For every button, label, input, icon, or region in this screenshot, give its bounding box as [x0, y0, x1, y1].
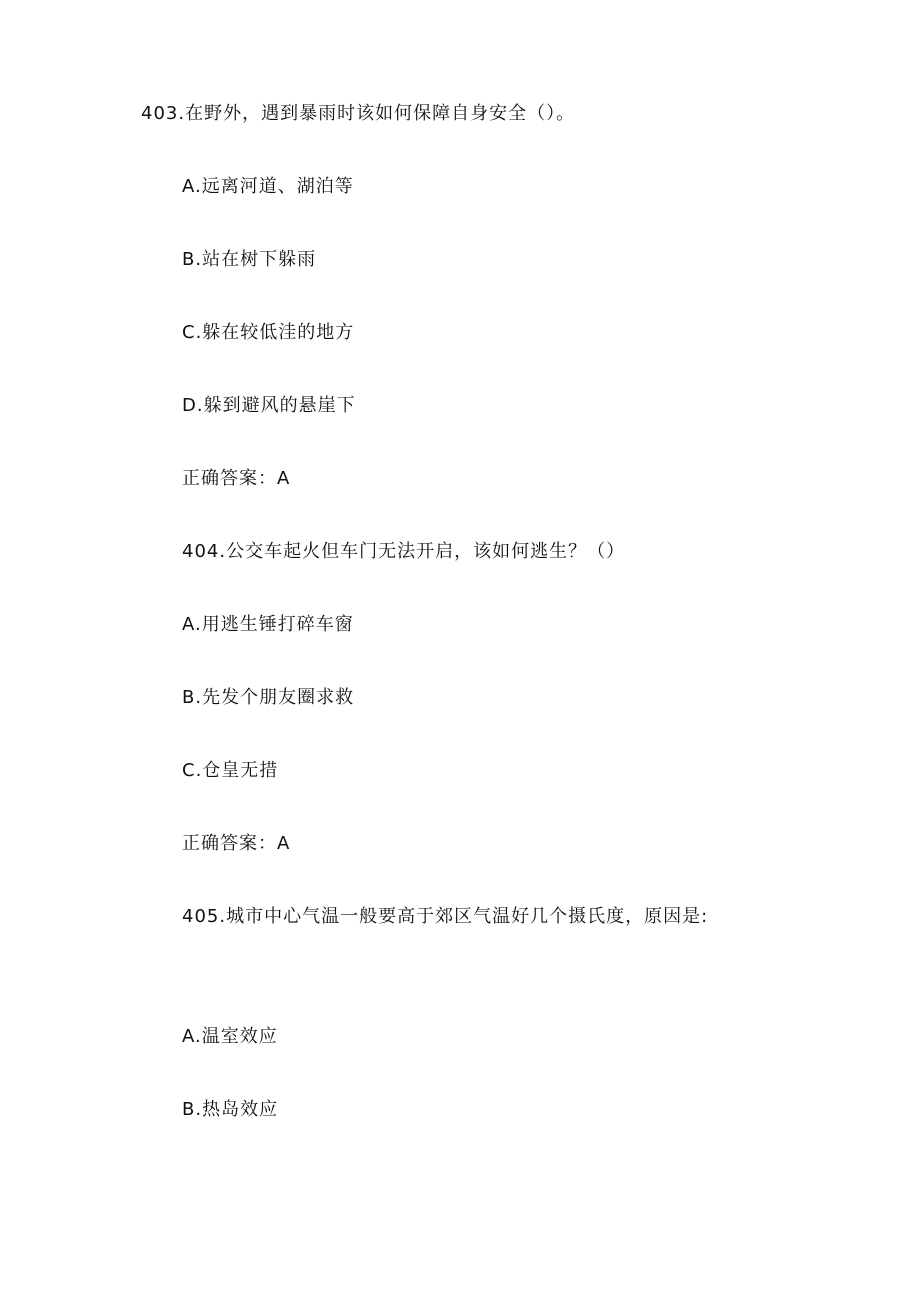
question-403-option-d: D.躲到避风的悬崖下	[182, 395, 356, 416]
question-403: 403.在野外，遇到暴雨时该如何保障自身安全（）。	[141, 103, 576, 124]
question-403-option-c: C.躲在较低洼的地方	[182, 322, 355, 343]
question-404-option-a: A.用逃生锤打碎车窗	[182, 614, 354, 635]
question-405: 405.城市中心气温一般要高于郊区气温好几个摄氏度，原因是:	[182, 906, 709, 927]
question-404-answer: 正确答案：A	[182, 833, 291, 854]
question-403-option-a: A.远离河道、湖泊等	[182, 176, 354, 197]
question-403-option-b: B.站在树下躲雨	[182, 249, 317, 270]
question-404: 404.公交车起火但车门无法开启，该如何逃生？（）	[182, 541, 626, 562]
question-403-answer: 正确答案：A	[182, 468, 291, 489]
question-405-option-b: B.热岛效应	[182, 1099, 279, 1120]
question-404-option-b: B.先发个朋友圈求救	[182, 687, 355, 708]
question-404-option-c: C.仓皇无措	[182, 760, 279, 781]
question-405-option-a: A.温室效应	[182, 1026, 278, 1047]
